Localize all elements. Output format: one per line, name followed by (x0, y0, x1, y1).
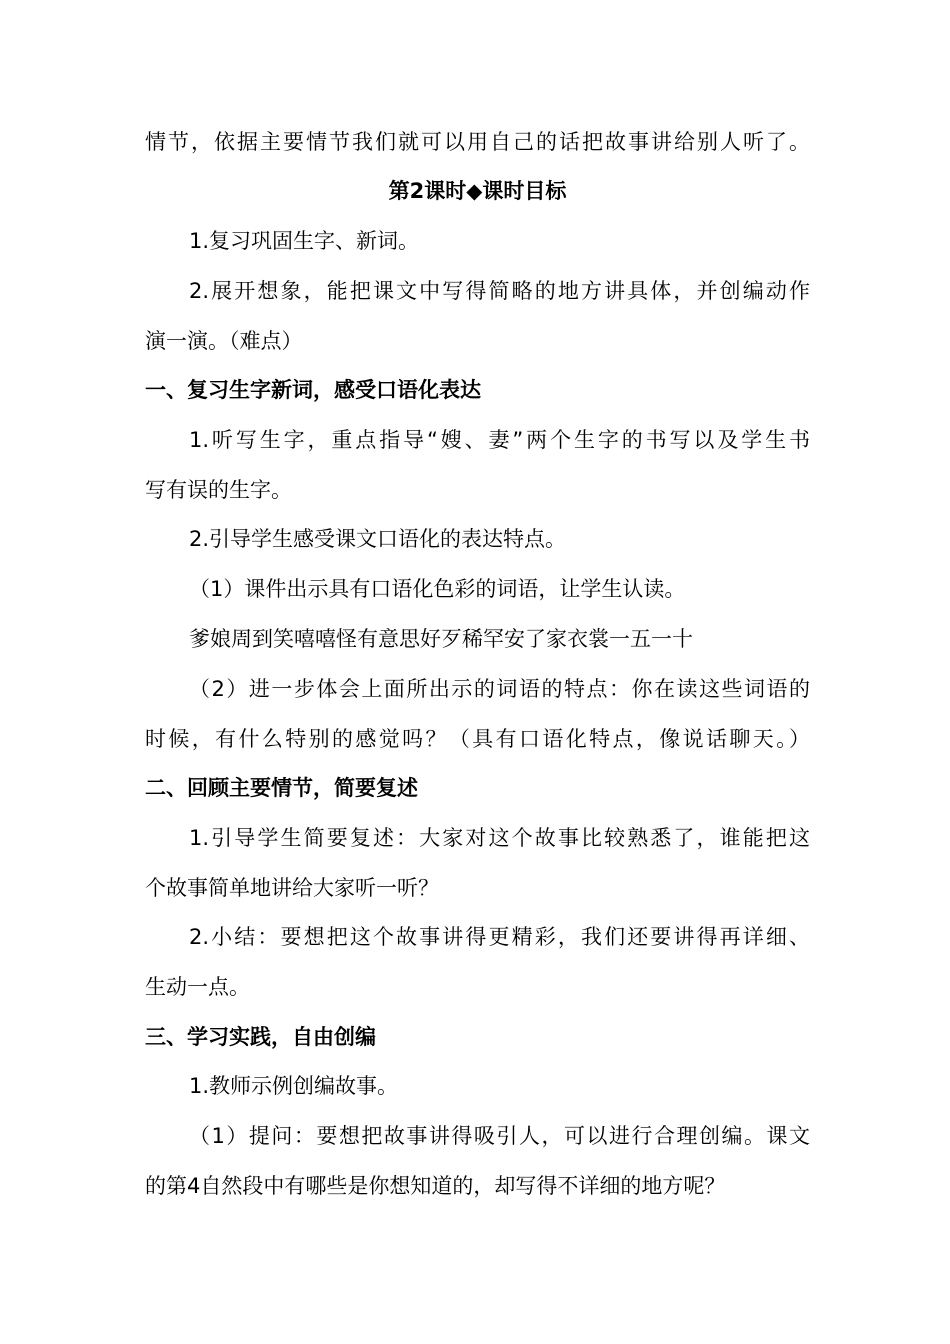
step-2-1: 1.引导学生简要复述：大家对这个故事比较熟悉了，谁能把这 (189, 826, 810, 850)
objective-1: 1.复习巩固生字、新词。 (189, 229, 420, 253)
objective-2-continued: 演一演。（难点） (145, 329, 303, 353)
step-1-1: 1.听写生字，重点指导“嫂、妻”两个生字的书写以及学生书 (189, 428, 810, 452)
objective-2: 2.展开想象，能把课文中写得简略的地方讲具体，并创编动作 (189, 279, 810, 303)
section-heading-3: 三、学习实践，自由创编 (145, 1025, 376, 1049)
step-1-2-sub-2-continued: 时候，有什么特别的感觉吗？（具有口语化特点，像说话聊天。） (145, 727, 810, 751)
step-1-2-sub-2: （2）进一步体会上面所出示的词语的特点：你在读这些词语的 (189, 677, 810, 701)
step-3-1-sub-1: （1）提问：要想把故事讲得吸引人，可以进行合理创编。课文 (189, 1124, 810, 1148)
paragraph-continuation: 情节，依据主要情节我们就可以用自己的话把故事讲给别人听了。 (145, 130, 810, 154)
step-2-1-continued: 个故事简单地讲给大家听一听？ (145, 876, 439, 900)
step-2-2-continued: 生动一点。 (145, 975, 250, 999)
step-1-2-sub-1: （1）课件出示具有口语化色彩的词语，让学生认读。 (189, 577, 686, 601)
word-list: 爹娘周到笑嘻嘻怪有意思好歹稀罕安了家衣裳一五一十 (189, 627, 693, 651)
section-heading-2: 二、回顾主要情节，简要复述 (145, 776, 418, 800)
step-3-1-sub-1-continued: 的第4自然段中有哪些是你想知道的，却写得不详细的地方呢？ (145, 1174, 726, 1198)
step-3-1: 1.教师示例创编故事。 (189, 1074, 399, 1098)
lesson-heading: 第2课时◆课时目标 (388, 179, 567, 203)
step-2-2: 2.小结：要想把这个故事讲得更精彩，我们还要讲得再详细、 (189, 925, 810, 949)
step-1-1-continued: 写有误的生字。 (145, 478, 292, 502)
step-1-2: 2.引导学生感受课文口语化的表达特点。 (189, 527, 567, 551)
section-heading-1: 一、复习生字新词，感受口语化表达 (145, 378, 481, 402)
